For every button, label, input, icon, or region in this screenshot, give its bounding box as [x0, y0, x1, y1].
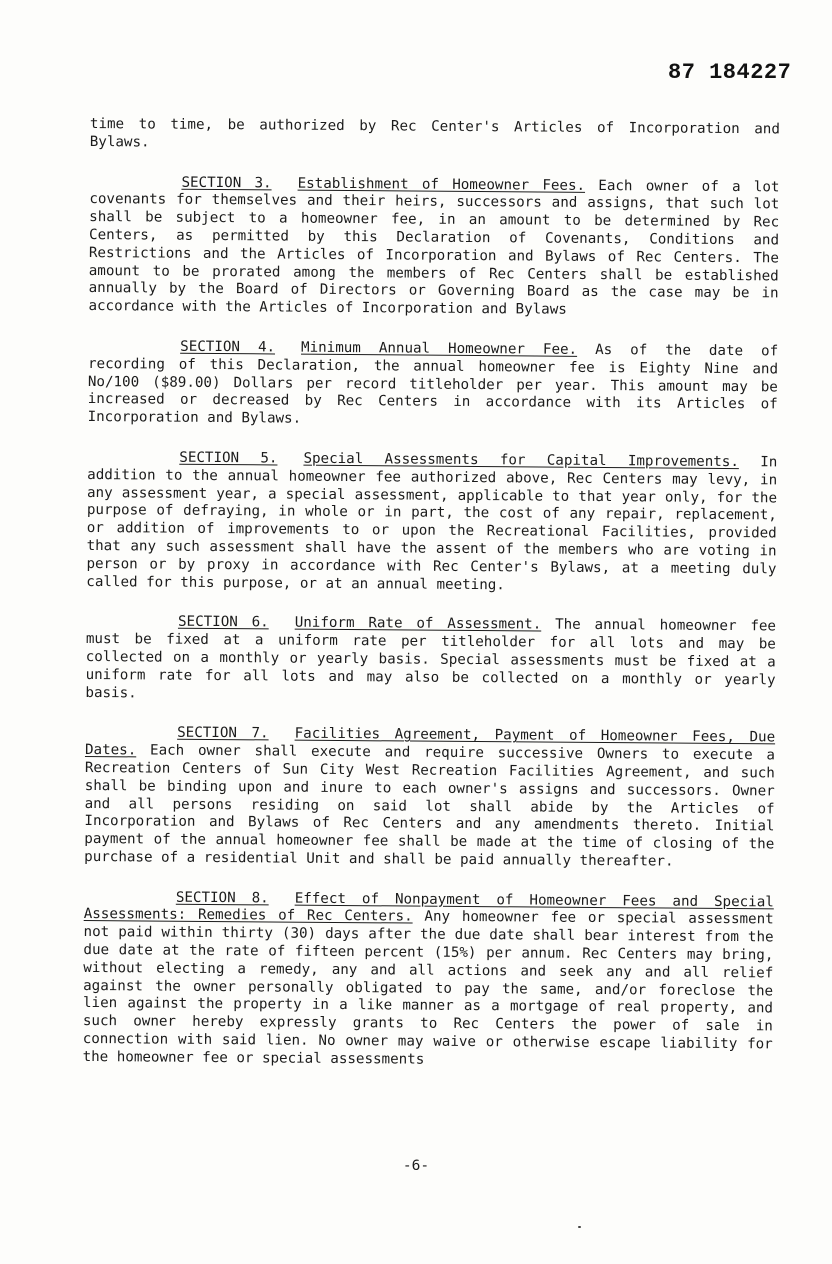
- section-6: [85, 613, 776, 707]
- section-text: As of the date of recording of this Declaration, the annual homeowner fee is Eighty Nine and No/100 ($89.00) Dollars per record titleholder per year. This amount may be increased or decreased by Rec Centers in accordance with its Articles of Incorporation and Bylaws.: [87, 341, 779, 427]
- document-number: 87 184227: [668, 60, 792, 85]
- page-number: -6-: [402, 1158, 430, 1174]
- section-3: [88, 174, 779, 322]
- section-text: Each owner shall execute and require successive Owners to execute a Recreation Centers of Sun City West Recreation Facilities Agreement, and such shall be binding upon and inure to each owner's assigns and successors. Owner and all persons residing on said lot shall abide by the Articles of Incorporation and Bylaws of Rec Centers and any amendments thereto. Initial payment of the annual homeowner fee shall be made at the time of closing of the purchase of a residential Unit and shall be paid annually thereafter.: [84, 742, 776, 870]
- intro-paragraph: time to time, be authorized by Rec Center's Articles of Incorporation and Bylaws.: [89, 116, 780, 151]
- section-number: SECTION 5.: [179, 449, 278, 467]
- document-body: [82, 116, 780, 1094]
- section-title: Minimum Annual Homeowner Fee.: [300, 339, 578, 358]
- section-text: Each owner of a lot covenants for themselves and their heirs, successors and assigns, that such lot shall be subject to a homeowner fee, in an amount to be determined by Rec Centers, as permitted by this Declaration of Covenants, Conditions and Restrictions and the Articles of Incorporation and Bylaws of Rec Centers. The amount to be prorated among the members of Rec Centers shall be established annually by the Board of Directors or Governing Board as the case may be in accordance with the Articles of Incorporation and Bylaws: [88, 177, 780, 318]
- section-title: Special Assessments for Capital Improvements.: [303, 450, 739, 471]
- section-8: [83, 889, 774, 1072]
- section-title: Establishment of Homeowner Fees.: [297, 175, 586, 194]
- section-text: In addition to the annual homeowner fee authorized above, Rec Centers may levy, in any assessment year, a special assessment, applicable to that year only, for the purpose of defraying, in whole or in part, the cost of any repair, replacement, or addition of improvements to or upon the Recreational Facilities, provided that any such assessment shall have the assent of the members who are voting in person or by proxy in accordance with Rec Center's Bylaws, at a meeting duly called for this purpose, or at an annual meeting.: [86, 454, 778, 593]
- section-7: [84, 724, 775, 872]
- scan-speck: [578, 1226, 581, 1228]
- section-number: SECTION 3.: [181, 174, 272, 192]
- section-title: Facilities Agreement, Payment of Homeowner Fees, Due Dates.: [84, 725, 776, 759]
- section-text: The annual homeowner fee must be fixed at a uniform rate per titleholder for all lots and may be collected on a monthly or yearly basis. Special assessments must be fixed at a uniform rate for all lots and may also be collected on a monthly or yearly basis.: [85, 616, 777, 701]
- section-number: SECTION 4.: [180, 338, 276, 356]
- section-title: Uniform Rate of Assessment.: [294, 614, 542, 633]
- section-text: Any homeowner fee or special assessment not paid within thirty (30) days after the due date shall bear interest from the due date at the rate of fifteen percent (15%) per annum. Rec Centers may bring, without electing a remedy, any and all actions and seek any and all relief against the owner personally obligated to pay the same, and/or foreclose the lien against the property in a like manner as a mortgage of real property, and such owner hereby expressly grants to Rec Centers the power of sale in connection with said lien. No owner may waive or otherwise escape liability for the homeowner fee or special assessments: [82, 909, 774, 1068]
- section-5: [86, 449, 777, 597]
- section-number: SECTION 7.: [177, 725, 269, 742]
- section-4: [88, 338, 779, 432]
- section-number: SECTION 6.: [177, 614, 269, 631]
- section-number: SECTION 8.: [175, 889, 269, 907]
- section-title: Effect of Nonpayment of Homeowner Fees and Special Assessments: Remedies of Rec Centers.: [83, 890, 774, 926]
